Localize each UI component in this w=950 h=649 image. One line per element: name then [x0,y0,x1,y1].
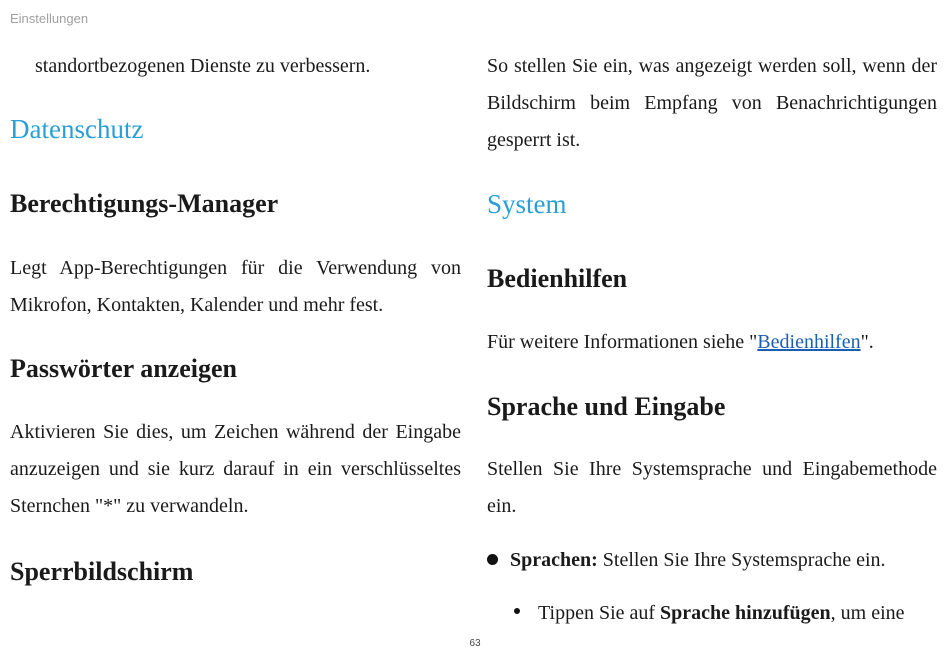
paragraph-berechtigungs-manager: Legt App-Berechtigungen für die Verwendung von Mikrofon, Kontakten, Kalender und mehr fest. [10,257,461,316]
paragraph-sprache-und-eingabe: Stellen Sie Ihre Systemsprache und Eingabemethode ein. [487,458,937,517]
bedienhilfen-text-after: ". [860,331,874,353]
page-number: 63 [469,638,481,649]
heading-sprache-und-eingabe: Sprache und Eingabe [487,392,726,421]
intro-paragraph: standortbezogenen Dienste zu verbessern. [35,55,371,77]
section-heading-datenschutz: Datenschutz [10,114,144,144]
bullet-label-sprachen: Sprachen: [510,549,598,571]
bullet-icon [487,554,498,565]
list-item-sprache-hinzufuegen [514,598,937,628]
paragraph-bedienhilfen [487,324,937,361]
page-header-title: Einstellungen [10,11,89,26]
sub-bullet-bold-sprache-hinzufuegen: Sprache hinzufügen [660,602,831,624]
sub-bullet-icon [514,608,520,614]
heading-berechtigungs-manager: Berechtigungs-Manager [10,189,279,218]
bedienhilfen-link[interactable]: Bedienhilfen [757,331,861,353]
bedienhilfen-text-before: Für weitere Informationen siehe " [487,331,758,353]
list-item-sprachen [487,545,937,575]
heading-sperrbildschirm: Sperrbildschirm [10,557,194,586]
section-heading-system: System [487,189,567,219]
sub-bullet-text-after: , um eine [830,602,905,624]
paragraph-passwoerter-anzeigen: Aktivieren Sie dies, um Zeichen während der Eingabe anzuzeigen und sie kurz darauf in ein verschlüsseltes Sternchen "*" zu verwandeln. [10,421,461,517]
bullet-text-sprachen: Stellen Sie Ihre Systemsprache ein. [597,549,886,571]
heading-passwoerter-anzeigen: Passwörter anzeigen [10,354,237,383]
paragraph-sperrbildschirm: So stellen Sie ein, was angezeigt werden soll, wenn der Bildschirm beim Empfang von Benachrichtigungen gesperrt ist. [487,55,937,151]
sub-bullet-text-before: Tippen Sie auf [538,602,661,624]
heading-bedienhilfen: Bedienhilfen [487,264,628,293]
